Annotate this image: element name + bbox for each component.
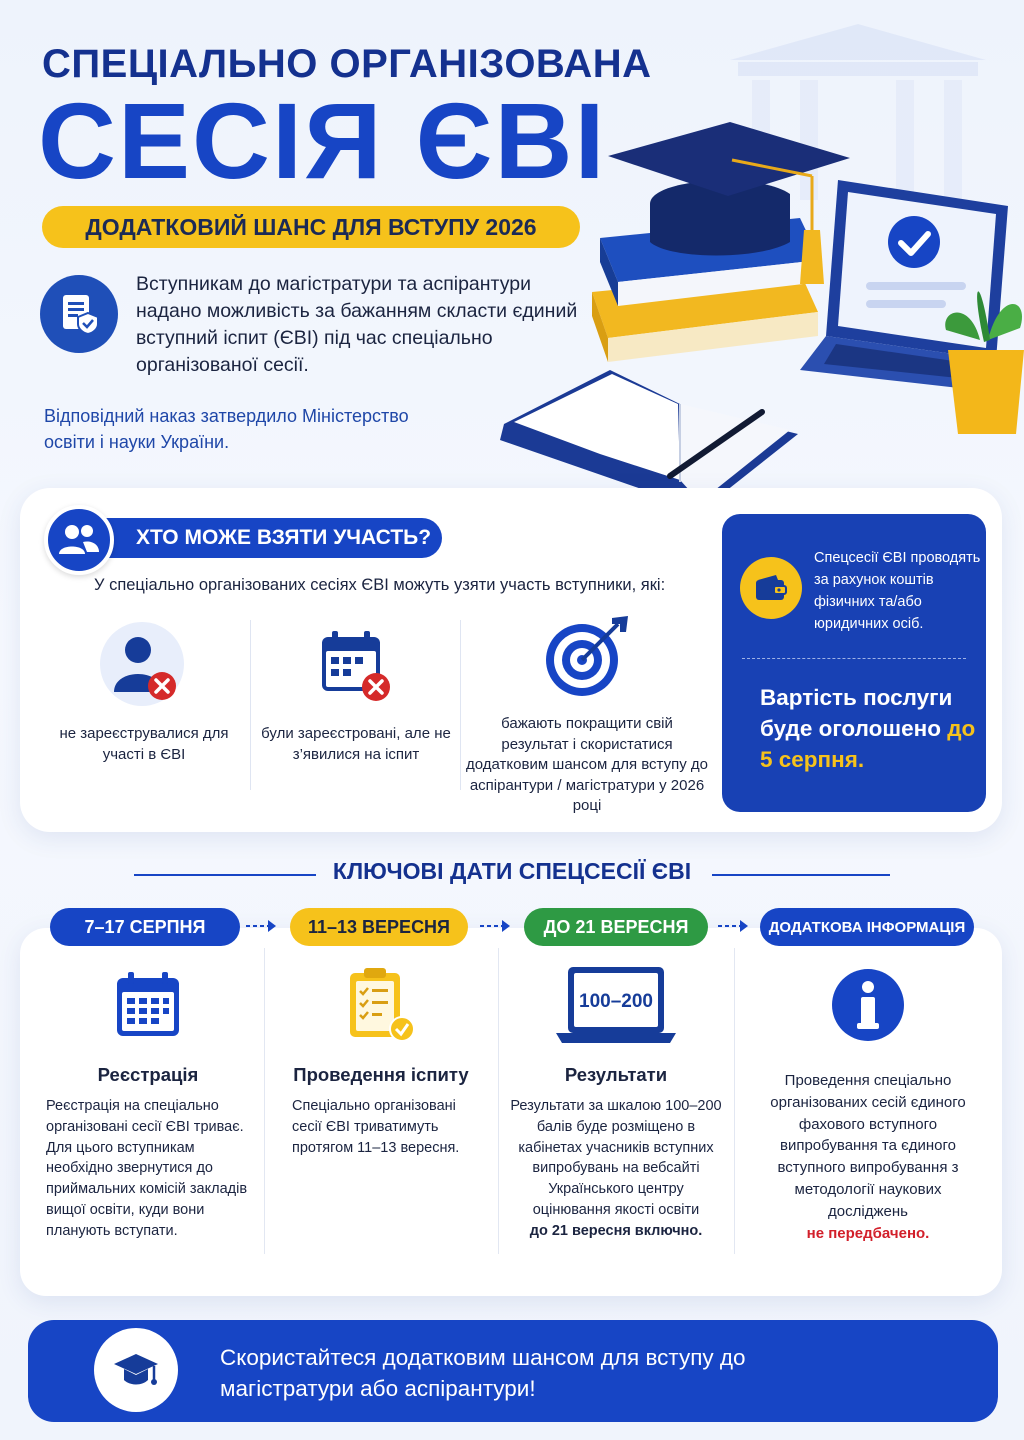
date-pill: ДОДАТКОВА ІНФОРМАЦІЯ <box>760 908 974 946</box>
column-text-block <box>508 1096 724 1242</box>
arrow-right-icon <box>716 916 750 936</box>
column-text: Проведення спеціально організованих сесій єдиного фахового вступного випробування та єдиного вступного випробування з методології наукових досліджень <box>770 1072 966 1220</box>
calendar-cross-icon <box>316 625 396 705</box>
who-intro: У спеціально організованих сесіях ЄВІ можуть узяти участь вступники, які: <box>94 576 666 594</box>
title-line-1: СПЕЦІАЛЬНО ОРГАНІЗОВАНА <box>42 42 652 86</box>
intro-note: Відповідний наказ затвердило Міністерство освіти і науки України. <box>44 406 409 452</box>
divider <box>460 620 461 790</box>
date-column <box>508 960 724 1242</box>
date-column <box>40 960 256 1242</box>
intro-text: Вступникам до магістратури та аспірантури надано можливість за бажанням скласти єдиний вступний іспит (ЄВІ) під час спеціально організованої сесії. <box>136 273 578 376</box>
date-pill: ДО 21 ВЕРЕСНЯ <box>524 908 708 946</box>
subtitle-pill: ДОДАТКОВИЙ ШАНС ДЛЯ ВСТУПУ 2026 <box>42 206 580 248</box>
who-title: ХТО МОЖЕ ВЗЯТИ УЧАСТЬ? <box>136 526 432 549</box>
date-column <box>760 960 976 1244</box>
column-text: Реєстрація на спеціально організовані сесії ЄВІ триває. Для цього вступникам необхідно звернутися до приймальних комісій закладів вищої освіти, куди вони планують вступати. <box>46 1098 248 1239</box>
cost-divider <box>742 658 966 659</box>
divider <box>264 948 265 1254</box>
column-text: Результати за шкалою 100–200 балів буде розміщено в кабінетах учасників вступних випробувань на вебсайті Українського центру оцінювання якості освіти <box>510 1098 722 1218</box>
date-pill: 11–13 ВЕРЕСНЯ <box>290 908 468 946</box>
criterion-item <box>44 620 244 790</box>
info-icon <box>830 967 906 1043</box>
arrow-right-icon <box>244 916 278 936</box>
calendar-icon <box>114 970 182 1040</box>
graduation-cap-icon <box>94 1328 178 1412</box>
column-heading: Результати <box>564 1064 668 1085</box>
criterion-item <box>466 610 708 814</box>
criterion-text: були зареєстровані, але не з’явилися на іспит <box>261 725 451 763</box>
clipboard-check-icon <box>346 965 416 1045</box>
column-heading: Реєстрація <box>97 1064 199 1085</box>
column-text-block <box>760 1070 976 1244</box>
laptop-score-icon <box>552 963 680 1047</box>
cost-price <box>760 682 980 775</box>
column-heading: Проведення іспиту <box>293 1064 469 1085</box>
divider <box>498 948 499 1254</box>
key-dates-title: КЛЮЧОВІ ДАТИ СПЕЦСЕСІЇ ЄВІ <box>332 858 692 884</box>
hero-illustration <box>500 10 1024 510</box>
cost-text: Спецсесії ЄВІ проводять за рахунок коштів фізичних та/або юридичних осіб. <box>814 550 981 632</box>
laptop-score-label: 100–200 <box>579 991 653 1012</box>
cost-price-date: до 5 серпня. <box>760 716 976 772</box>
cost-price-line: Вартість послуги буде оголошено <box>760 685 953 741</box>
date-column <box>278 960 484 1158</box>
user-cross-icon <box>98 620 190 710</box>
target-icon <box>542 610 632 700</box>
criterion-text: не зареєструвалися для участі в ЄВІ <box>59 725 229 763</box>
criterion-text: бажають покращити свій результат і скористатися додатковим шансом для вступу до аспірантури / магістратури у 2026 році <box>466 715 708 814</box>
arrow-right-icon <box>478 916 512 936</box>
divider <box>250 620 251 790</box>
title-line-2: СЕСІЯ ЄВІ <box>38 80 607 201</box>
divider <box>734 948 735 1254</box>
column-text: Спеціально організовані сесії ЄВІ триватимуть протягом 11–13 вересня. <box>292 1098 460 1156</box>
plant-icon <box>945 291 1024 434</box>
footer-text: Скористайтеся додатковим шансом для вступу до магістратури або аспірантури! <box>220 1345 746 1401</box>
users-icon <box>44 505 114 575</box>
criterion-item <box>258 620 454 790</box>
document-shield-icon <box>40 275 118 353</box>
date-pill: 7–17 СЕРПНЯ <box>50 908 240 946</box>
wallet-icon <box>740 557 802 619</box>
column-text-warning: не передбачено. <box>806 1224 930 1242</box>
column-text-emphasis: до 21 вересня включно. <box>529 1222 703 1239</box>
